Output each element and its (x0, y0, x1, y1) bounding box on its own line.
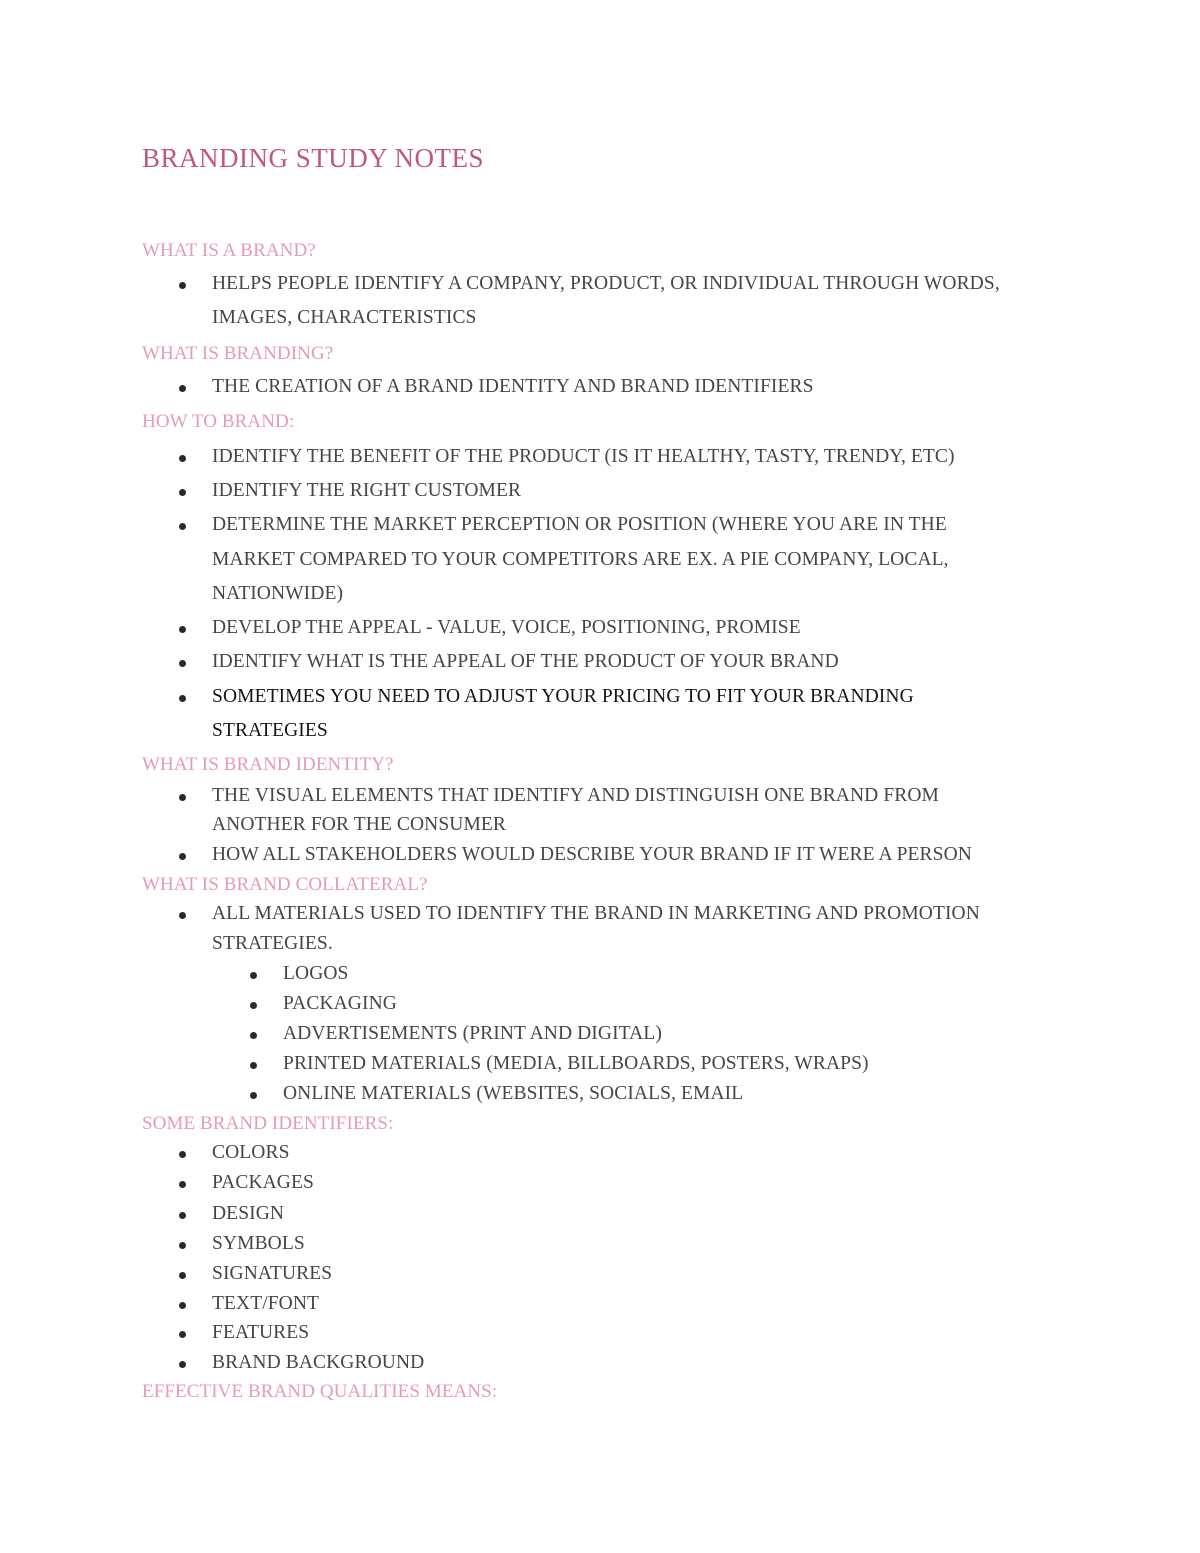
list-item-line: IDENTIFY THE RIGHT CUSTOMER (212, 480, 522, 501)
bullet-icon (179, 1181, 186, 1188)
list-item-line: TEXT/FONT (212, 1293, 320, 1314)
list-item-line: SIGNATURES (212, 1263, 333, 1284)
bullet-icon (250, 1032, 257, 1039)
bullet-icon (179, 695, 186, 702)
list-item-line: NATIONWIDE) (212, 583, 344, 604)
bullet-icon (250, 1062, 257, 1069)
list-item-line: STRATEGIES (212, 720, 328, 741)
list-item-line: SOMETIMES YOU NEED TO ADJUST YOUR PRICING TO FIT YOUR BRANDING (212, 686, 914, 707)
bullet-icon (179, 1361, 186, 1368)
document-title: BRANDING STUDY NOTES (142, 143, 485, 173)
bullet-icon (179, 1331, 186, 1338)
list-item-line: FEATURES (212, 1322, 310, 1343)
section-heading-some-brand-identifiers: SOME BRAND IDENTIFIERS: (142, 1113, 394, 1134)
section-heading-what-is-brand-collateral: WHAT IS BRAND COLLATERAL? (142, 874, 428, 895)
list-item-line: MARKET COMPARED TO YOUR COMPETITORS ARE EX. A PIE COMPANY, LOCAL, (212, 549, 949, 570)
list-item-line: IDENTIFY THE BENEFIT OF THE PRODUCT (IS IT HEALTHY, TASTY, TRENDY, ETC) (212, 446, 955, 467)
list-item-line: PACKAGES (212, 1172, 314, 1193)
list-item-line: HELPS PEOPLE IDENTIFY A COMPANY, PRODUCT, OR INDIVIDUAL THROUGH WORDS, (212, 273, 1000, 294)
list-item-line: DESIGN (212, 1203, 285, 1224)
bullet-icon (250, 972, 257, 979)
list-item-line: DEVELOP THE APPEAL - VALUE, VOICE, POSITIONING, PROMISE (212, 617, 801, 638)
list-item-line: COLORS (212, 1142, 290, 1163)
list-item-line: DETERMINE THE MARKET PERCEPTION OR POSITION (WHERE YOU ARE IN THE (212, 514, 947, 535)
sub-list-item: ONLINE MATERIALS (WEBSITES, SOCIALS, EMAIL (283, 1083, 744, 1104)
bullet-icon (179, 385, 186, 392)
bullet-icon (179, 1272, 186, 1279)
section-heading-what-is-a-brand: WHAT IS A BRAND? (142, 240, 316, 261)
bullet-icon (179, 282, 186, 289)
list-item-line: BRAND BACKGROUND (212, 1352, 425, 1373)
section-heading-how-to-brand: HOW TO BRAND: (142, 411, 295, 432)
bullet-icon (179, 1242, 186, 1249)
bullet-icon (179, 455, 186, 462)
sub-list-item: PRINTED MATERIALS (MEDIA, BILLBOARDS, POSTERS, WRAPS) (283, 1053, 869, 1074)
section-heading-what-is-brand-identity: WHAT IS BRAND IDENTITY? (142, 754, 394, 775)
list-item-line: ANOTHER FOR THE CONSUMER (212, 814, 507, 835)
bullet-icon (179, 912, 186, 919)
sub-list-item: PACKAGING (283, 993, 397, 1014)
list-item-line: IMAGES, CHARACTERISTICS (212, 307, 477, 328)
bullet-icon (250, 1002, 257, 1009)
section-heading-what-is-branding: WHAT IS BRANDING? (142, 343, 334, 364)
bullet-icon (179, 626, 186, 633)
list-item-line: STRATEGIES. (212, 933, 333, 954)
bullet-icon (179, 853, 186, 860)
bullet-icon (179, 660, 186, 667)
list-item-line: THE CREATION OF A BRAND IDENTITY AND BRAND IDENTIFIERS (212, 376, 814, 397)
bullet-icon (179, 1212, 186, 1219)
bullet-icon (179, 1302, 186, 1309)
list-item-line: SYMBOLS (212, 1233, 305, 1254)
bullet-icon (179, 489, 186, 496)
bullet-icon (250, 1092, 257, 1099)
bullet-icon (179, 794, 186, 801)
list-item-line: HOW ALL STAKEHOLDERS WOULD DESCRIBE YOUR BRAND IF IT WERE A PERSON (212, 844, 972, 865)
bullet-icon (179, 1151, 186, 1158)
section-heading-effective-brand-qualities: EFFECTIVE BRAND QUALITIES MEANS: (142, 1381, 498, 1402)
sub-list-item: LOGOS (283, 963, 349, 984)
list-item-line: ALL MATERIALS USED TO IDENTIFY THE BRAND IN MARKETING AND PROMOTION (212, 903, 980, 924)
list-item-line: IDENTIFY WHAT IS THE APPEAL OF THE PRODUCT OF YOUR BRAND (212, 651, 839, 672)
sub-list-item: ADVERTISEMENTS (PRINT AND DIGITAL) (283, 1023, 662, 1044)
list-item-line: THE VISUAL ELEMENTS THAT IDENTIFY AND DISTINGUISH ONE BRAND FROM (212, 785, 939, 806)
bullet-icon (179, 523, 186, 530)
